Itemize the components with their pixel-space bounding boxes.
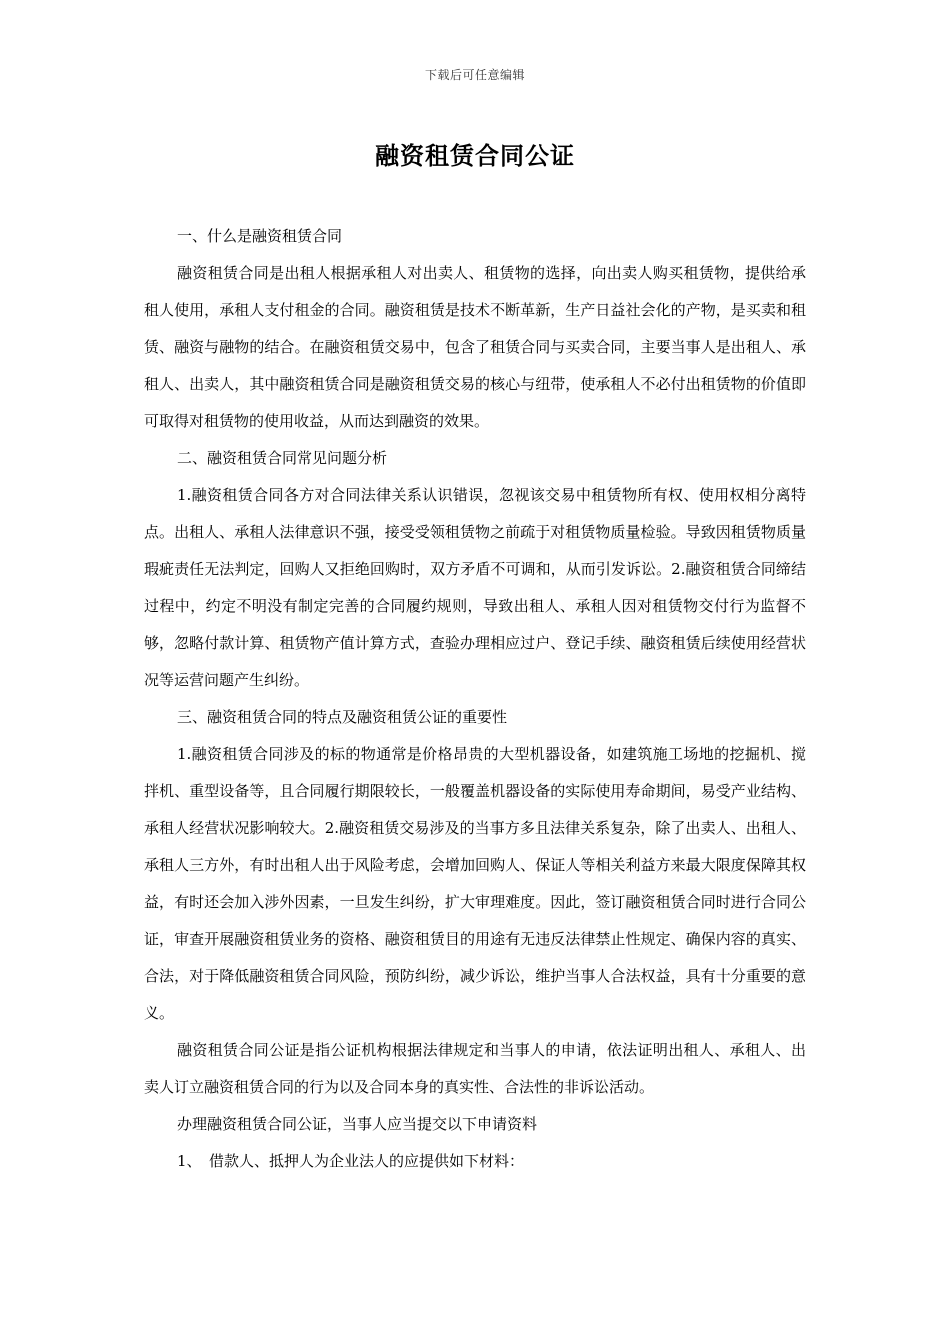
paragraph-materials-intro: 办理融资租赁合同公证，当事人应当提交以下申请资料 xyxy=(177,1115,538,1133)
paragraph-materials-item-1: 1、 借款人、抵押人为企业法人的应提供如下材料： xyxy=(177,1152,525,1170)
section-heading-1: 一、什么是融资租赁合同 xyxy=(177,227,343,245)
header-note: 下载后可任意编辑 xyxy=(424,68,525,82)
paragraph-problems: 1.融资租赁合同各方对合同法律关系认识错误，忽视该交易中租赁物所有权、使用权相分离特点。出租人、承租人法律意识不强，接受受领租赁物之前疏于对租赁物质量检验。导致因租赁物质量瑕疵责任无法判定，回购人又拒绝回购时，双方矛盾不可调和，从而引发诉讼。2.融资租赁合同缔结过程中，约定不明没有制定完善的合同履约规则，导致出租人、承租人因对租赁物交付行为监督不够，忽略付款计算、租赁物产值计算方式，查验办理相应过户、登记手续、融资租赁后续使用经营状况等运营问题产生纠纷。 xyxy=(144,486,806,689)
document-title: 融资租赁合同公证 xyxy=(375,141,575,170)
section-heading-2: 二、融资租赁合同常见问题分析 xyxy=(177,449,388,467)
document-body xyxy=(144,218,806,1180)
paragraph-definition: 融资租赁合同是出租人根据承租人对出卖人、租赁物的选择，向出卖人购买租赁物，提供给承租人使用，承租人支付租金的合同。融资租赁是技术不断革新，生产日益社会化的产物，是买卖和租赁、融资与融物的结合。在融资租赁交易中，包含了租赁合同与买卖合同，主要当事人是出租人、承租人、出卖人，其中融资租赁合同是融资租赁交易的核心与纽带，使承租人不必付出租赁物的价值即可取得对租赁物的使用收益，从而达到融资的效果。 xyxy=(144,264,806,430)
section-heading-3: 三、融资租赁合同的特点及融资租赁公证的重要性 xyxy=(177,708,508,726)
paragraph-notarization: 融资租赁合同公证是指公证机构根据法律规定和当事人的申请，依法证明出租人、承租人、出卖人订立融资租赁合同的行为以及合同本身的真实性、合法性的非诉讼活动。 xyxy=(144,1041,806,1096)
paragraph-features: 1.融资租赁合同涉及的标的物通常是价格昂贵的大型机器设备，如建筑施工场地的挖掘机、搅拌机、重型设备等，且合同履行期限较长，一般覆盖机器设备的实际使用寿命期间，易受产业结构、承租人经营状况影响较大。2.融资租赁交易涉及的当事方多且法律关系复杂，除了出卖人、出租人、承租人三方外，有时出租人出于风险考虑，会增加回购人、保证人等相关利益方来最大限度保障其权益，有时还会加入涉外因素，一旦发生纠纷，扩大审理难度。因此，签订融资租赁合同时进行合同公证，审查开展融资租赁业务的资格、融资租赁目的用途有无违反法律禁止性规定、确保内容的真实、合法，对于降低融资租赁合同风险，预防纠纷，减少诉讼，维护当事人合法权益，具有十分重要的意义。 xyxy=(144,745,806,1022)
